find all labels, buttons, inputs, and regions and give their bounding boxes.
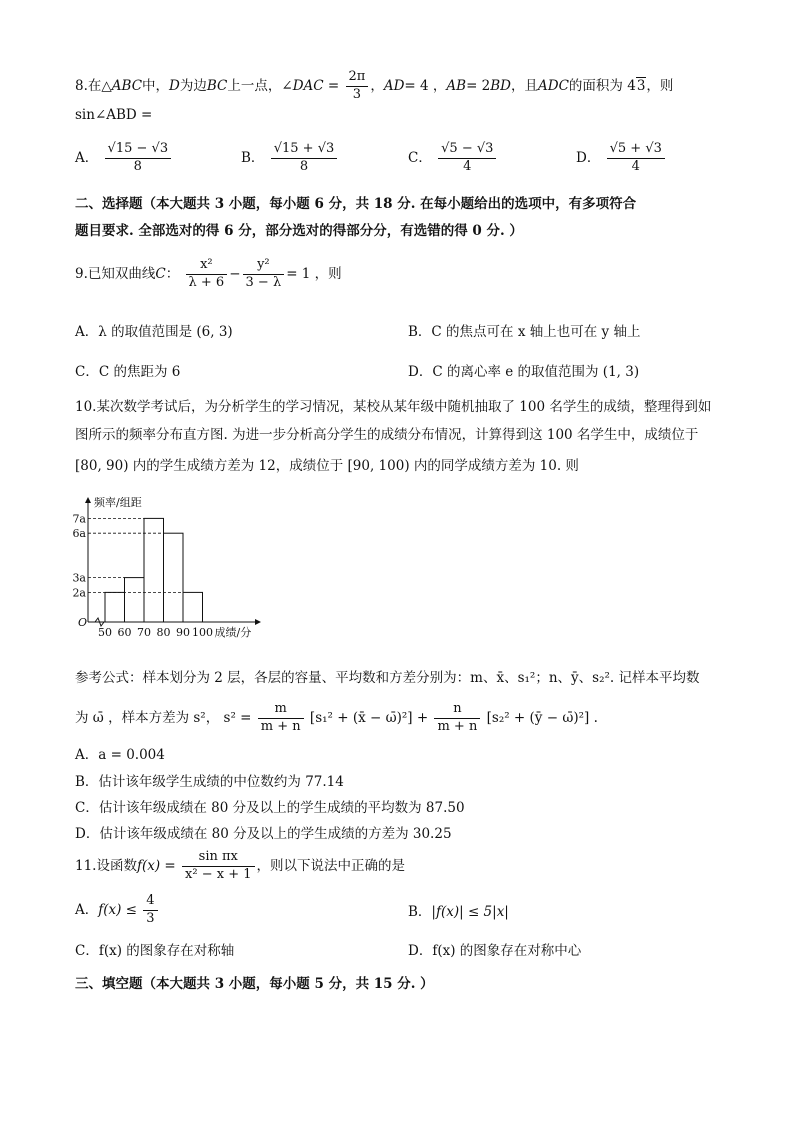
x-tick-label: 90 xyxy=(176,626,190,639)
frequency-histogram xyxy=(70,490,270,645)
x-tick-label: 100 xyxy=(192,626,213,639)
x-tick-label: 60 xyxy=(117,626,132,639)
y-tick-label: 7a xyxy=(72,512,86,526)
q10-option-c[interactable]: C．估计该年级成绩在 80 分及以上的学生成绩的平均数为 87.50 xyxy=(75,800,465,816)
q11-option-b[interactable]: B．|f(x)| ≤ 5|x| xyxy=(408,904,509,920)
histogram-bar xyxy=(105,592,125,622)
y-axis-label: 频率/组距 xyxy=(94,496,142,509)
section3-heading: 三、填空题（本大题共 3 小题，每小题 5 分，共 15 分. ） xyxy=(75,976,434,992)
q10-stem-line3: [80, 90) 内的学生成绩方差为 12，成绩位于 [90, 100) 内的同学成绩方差为 10. 则 xyxy=(75,458,579,474)
q8-option-c[interactable]: C． $\frac{√5 - √3}{4}$ xyxy=(408,142,498,175)
x-tick-label: 80 xyxy=(156,626,171,639)
q11-option-d[interactable]: D．f(x) 的图象存在对称中心 xyxy=(408,943,582,959)
section2-heading-line2: 题目要求. 全部选对的得 6 分，部分选对的得部分分，有选错的得 0 分. ） xyxy=(75,223,523,239)
q9-stem: 9.已知双曲线C： $\frac{\text{x²}}{\lambda + 6}$ − $\frac{\text{y²}}{3 - \lambda}$ = 1 ，则 xyxy=(75,257,342,290)
histogram-bar xyxy=(164,533,184,622)
y-tick-label: 6a xyxy=(72,527,86,541)
q8-option-a[interactable]: A． $\frac{√15 - √3}{8}$ xyxy=(75,142,173,175)
q9-option-b[interactable]: B．C 的焦点可在 x 轴上也可在 y 轴上 xyxy=(408,324,641,340)
q8-option-b[interactable]: B． $\frac{√15 + √3}{8}$ xyxy=(241,142,339,175)
q10-stem-line1: 10.某次数学考试后，为分析学生的学习情况，某校从某年级中随机抽取了 100 名学生的成绩，整理得到如 xyxy=(75,399,712,415)
histogram-bar xyxy=(183,592,203,622)
q10-option-d[interactable]: D．估计该年级成绩在 80 分及以上的学生成绩的方差为 30.25 xyxy=(75,826,452,842)
x-tick-label: 50 xyxy=(98,626,112,639)
y-tick-label: 3a xyxy=(72,571,86,585)
q10-stem-line2: 图所示的频率分布直方图. 为进一步分析高分学生的成绩分布情况，计算得到这 100 名学生中，成绩位于 xyxy=(75,427,699,443)
x-axis-label: 成绩/分 xyxy=(214,626,252,639)
q9-option-d[interactable]: D．C 的离心率 e 的取值范围为 (1, 3) xyxy=(408,364,640,380)
origin-label: O xyxy=(78,616,88,629)
q10-reference-formula: 为 ω̄ ，样本方差为 s²， s² = $\frac{m}{m + n}$ [s₁² + (x̄ − ω̄)²] + $\frac{n}{m + n}$ [s₂² + (ȳ − ω̄)²] . xyxy=(75,701,598,734)
q10-option-b[interactable]: B．估计该年级学生成绩的中位数约为 77.14 xyxy=(75,774,344,790)
section2-heading: 二、选择题（本大题共 3 小题，每小题 6 分，共 18 分. 在每小题给出的选项中，有多项符合 xyxy=(75,196,637,212)
q11-option-c[interactable]: C．f(x) 的图象存在对称轴 xyxy=(75,943,235,959)
q9-option-a[interactable]: A．λ 的取值范围是 (6, 3) xyxy=(75,324,233,340)
x-tick-label: 70 xyxy=(137,626,151,639)
q10-option-a[interactable]: A．a = 0.004 xyxy=(75,747,165,763)
histogram-bar xyxy=(144,518,164,622)
q8-option-d[interactable]: D． $\frac{√5 + √3}{4}$ xyxy=(576,142,667,175)
q8-stem: 8.在△ABC中，D为边BC上一点，∠DAC = $\frac{2\pi}{3}$ ，AD= 4 ，AB= 2BD，且ADC的面积为 43，则 xyxy=(75,69,674,102)
q11-stem: 11.设函数f(x) = $\frac{\text{sin πx}}{\text{x² − x + 1}}$ ，则以下说法中正确的是 xyxy=(75,849,405,882)
q11-option-a[interactable]: A．f(x) ≤ $\frac{4}{3}$ xyxy=(75,894,160,927)
q10-reference-line1: 参考公式：样本划分为 2 层，各层的容量、平均数和方差分别为：m、x̄、s₁²；n、ȳ、s₂². 记样本平均数 xyxy=(75,670,700,686)
q8-angle-fraction: $\frac{2\pi}{3}$ xyxy=(346,70,369,103)
histogram-bar xyxy=(125,578,145,622)
y-tick-label: 2a xyxy=(72,586,86,600)
q8-stem-line2: sin∠ABD = xyxy=(75,107,153,123)
q9-option-c[interactable]: C．C 的焦距为 6 xyxy=(75,364,181,380)
